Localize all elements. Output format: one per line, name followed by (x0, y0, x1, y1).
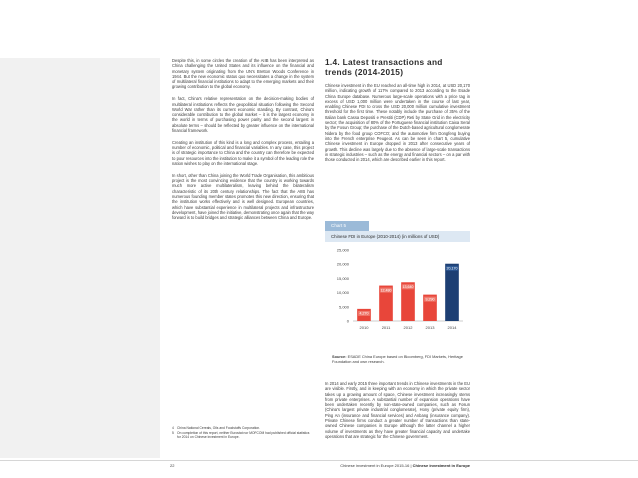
running-title-bold: Chinese investment in Europe (412, 463, 470, 468)
footnotes (172, 426, 314, 440)
x-tick-label: 2010 (359, 325, 369, 330)
chart-number-tab: Chart 5 (325, 221, 369, 231)
data-label: 9,290 (425, 297, 435, 302)
source-label: Source: (332, 354, 347, 359)
footer-divider (0, 460, 638, 461)
page-number: 22 (170, 463, 175, 468)
running-title: Chinese investment in Europe 2015-16 | (340, 463, 412, 468)
x-tick-label: 2011 (381, 325, 391, 330)
x-tick-label: 2014 (447, 325, 457, 330)
data-label: 13,640 (402, 285, 414, 290)
footnote-marker: 4 (172, 426, 174, 430)
left-margin-band (0, 58, 160, 458)
paragraph: Creating an institution of this kind is a long and complex process, entailing a number of economic, political and financial variables. In any case, this project is of strategic importance to China and the country can therefore be expected to pour resources into the institution to make it a symbol of the leading role the nation wishes to play on the international stage. (172, 139, 314, 167)
chart-title: Chinese FDI in Europe (2010-2014) (in millions of USD) (325, 231, 470, 242)
bar-2014 (445, 264, 459, 321)
running-footer (313, 463, 470, 468)
chart-plot-area (325, 242, 470, 341)
footnote-text: On completion of this report, neither Eurostat nor MOFCOM had published official statistics for 2014 on Chinese investment in Europe. (177, 431, 310, 440)
footnote (172, 426, 314, 430)
right-text-column-lower (325, 381, 470, 439)
data-label: 4,270 (359, 311, 369, 316)
data-label: 12,480 (380, 288, 392, 293)
footnote-text: China National Cereals, Oils and Foodstuffs Corporation. (177, 426, 261, 430)
left-text-column (172, 58, 314, 227)
source-text: ESADE China Europe based on Bloomberg, FDI Markets, Heritage Foundation and own research. (332, 354, 463, 364)
y-tick-label: 5,000 (338, 304, 349, 310)
paragraph: In short, other than China joining the World Trade Organisation, this ambitious project is the most convincing evidence that the country is working towards much more active multilateralism, leaving behind the bilateralism characteristic of its 20th century relationships. The fact that the AIIB has numerous founding member states promotes this new direction, ensuring that the institution works effectively and is well designed. European countries, which have substantial experience in multilateral projects and infrastructure development, have joined the initiative, demonstrating once again that the way forward is to build bridges and strategic alliances between China and Europe. (172, 172, 315, 221)
y-tick-label: 10,000 (336, 290, 349, 296)
paragraph: In 2014 and early 2015 three important trends in Chinese investments in the EU are visible. Firstly, and in keeping with an economy in which the private sector takes up a growing amount of space, Chinese investment increasingly stems from private enterprises. A substantial number of expansion operations have been undertaken recently by non-state-owned companies, such as Fosun (China's largest private industrial conglomerate), Hony (private equity firm), Ping An (insurance and financial services) and Anbang (insurance company). Private Chinese firms conduct a greater number of transactions than state-owned Chinese companies in Europe although the latter channel a higher volume of investments as they have greater financial capacity and undertake operations that are strategic for the Chinese government. (325, 381, 470, 439)
footnote-marker: 5 (172, 431, 174, 436)
chart-source (332, 354, 472, 364)
paragraph: In fact, China's relative representation on the decision-making bodies of multilateral institutions reflects the geopolitical situation following the Second World War rather than its current economic standing. By contrast, China's considerable contribution to the global market – it is the largest economy in the world in terms of purchasing power parity and the second largest in absolute terms – should be reflected by greater influence on the international financial framework. (172, 96, 314, 134)
x-tick-label: 2013 (425, 325, 435, 330)
x-tick-label: 2012 (403, 325, 413, 330)
y-tick-label: 15,000 (336, 275, 349, 281)
bar-chart (325, 242, 470, 341)
section-title: 1.4. Latest transactions and trends (2014-2015) (325, 57, 443, 77)
chart-panel (325, 221, 470, 341)
paragraph: Despite this, in some circles the creation of the AIIB has been interpreted as China challenging the United States and its influence on the financial and monetary system originating from the UN's Bretton Woods Conference in 1944. But the new economic status quo necessitates a change in the system of multilateral financial institutions to adapt to the emerging markets and their growing contribution to the global economy. (172, 58, 314, 90)
data-label: 20,170 (446, 266, 458, 271)
y-tick-label: 25,000 (336, 247, 349, 253)
footnote (172, 431, 314, 439)
y-tick-label: 0 (346, 318, 349, 324)
paragraph: Chinese investment in the EU reached an all-time high in 2014, at USD 20,170 million, indicating growth of 117% compared to 2013 according to the Esade China Europe database. Numerous large-scale operations with a price tag in excess of USD 1,000 million were undertaken in the course of last year, enabling Chinese FDI to cross the USD 20,000 million cumulative investment threshold for the first time. These notably include the purchase of 35% of the Italian bank Cassa Depositi e Prestiti (CDP) Reti by State Grid in the electricity sector; the acquisition of 80% of the Portuguese financial institution Caixa Seral by the Fosun Group; the purchase of the Dutch-based agricultural conglomerate Nidera by the food group COFCO; and the automotive firm Dongfeng buying into the French enterprise Peugeot. As can be seen in chart 5, cumulative Chinese investment in Europe dropped in 2013 after consecutive years of growth. This decline was largely due to the absence of large-scale transactions in strategic industries – such as the energy and financial sectors – on a par with those conducted in 2014, which are described earlier in this report. (325, 83, 470, 163)
y-tick-label: 20,000 (336, 261, 349, 267)
right-text-column (325, 58, 470, 162)
